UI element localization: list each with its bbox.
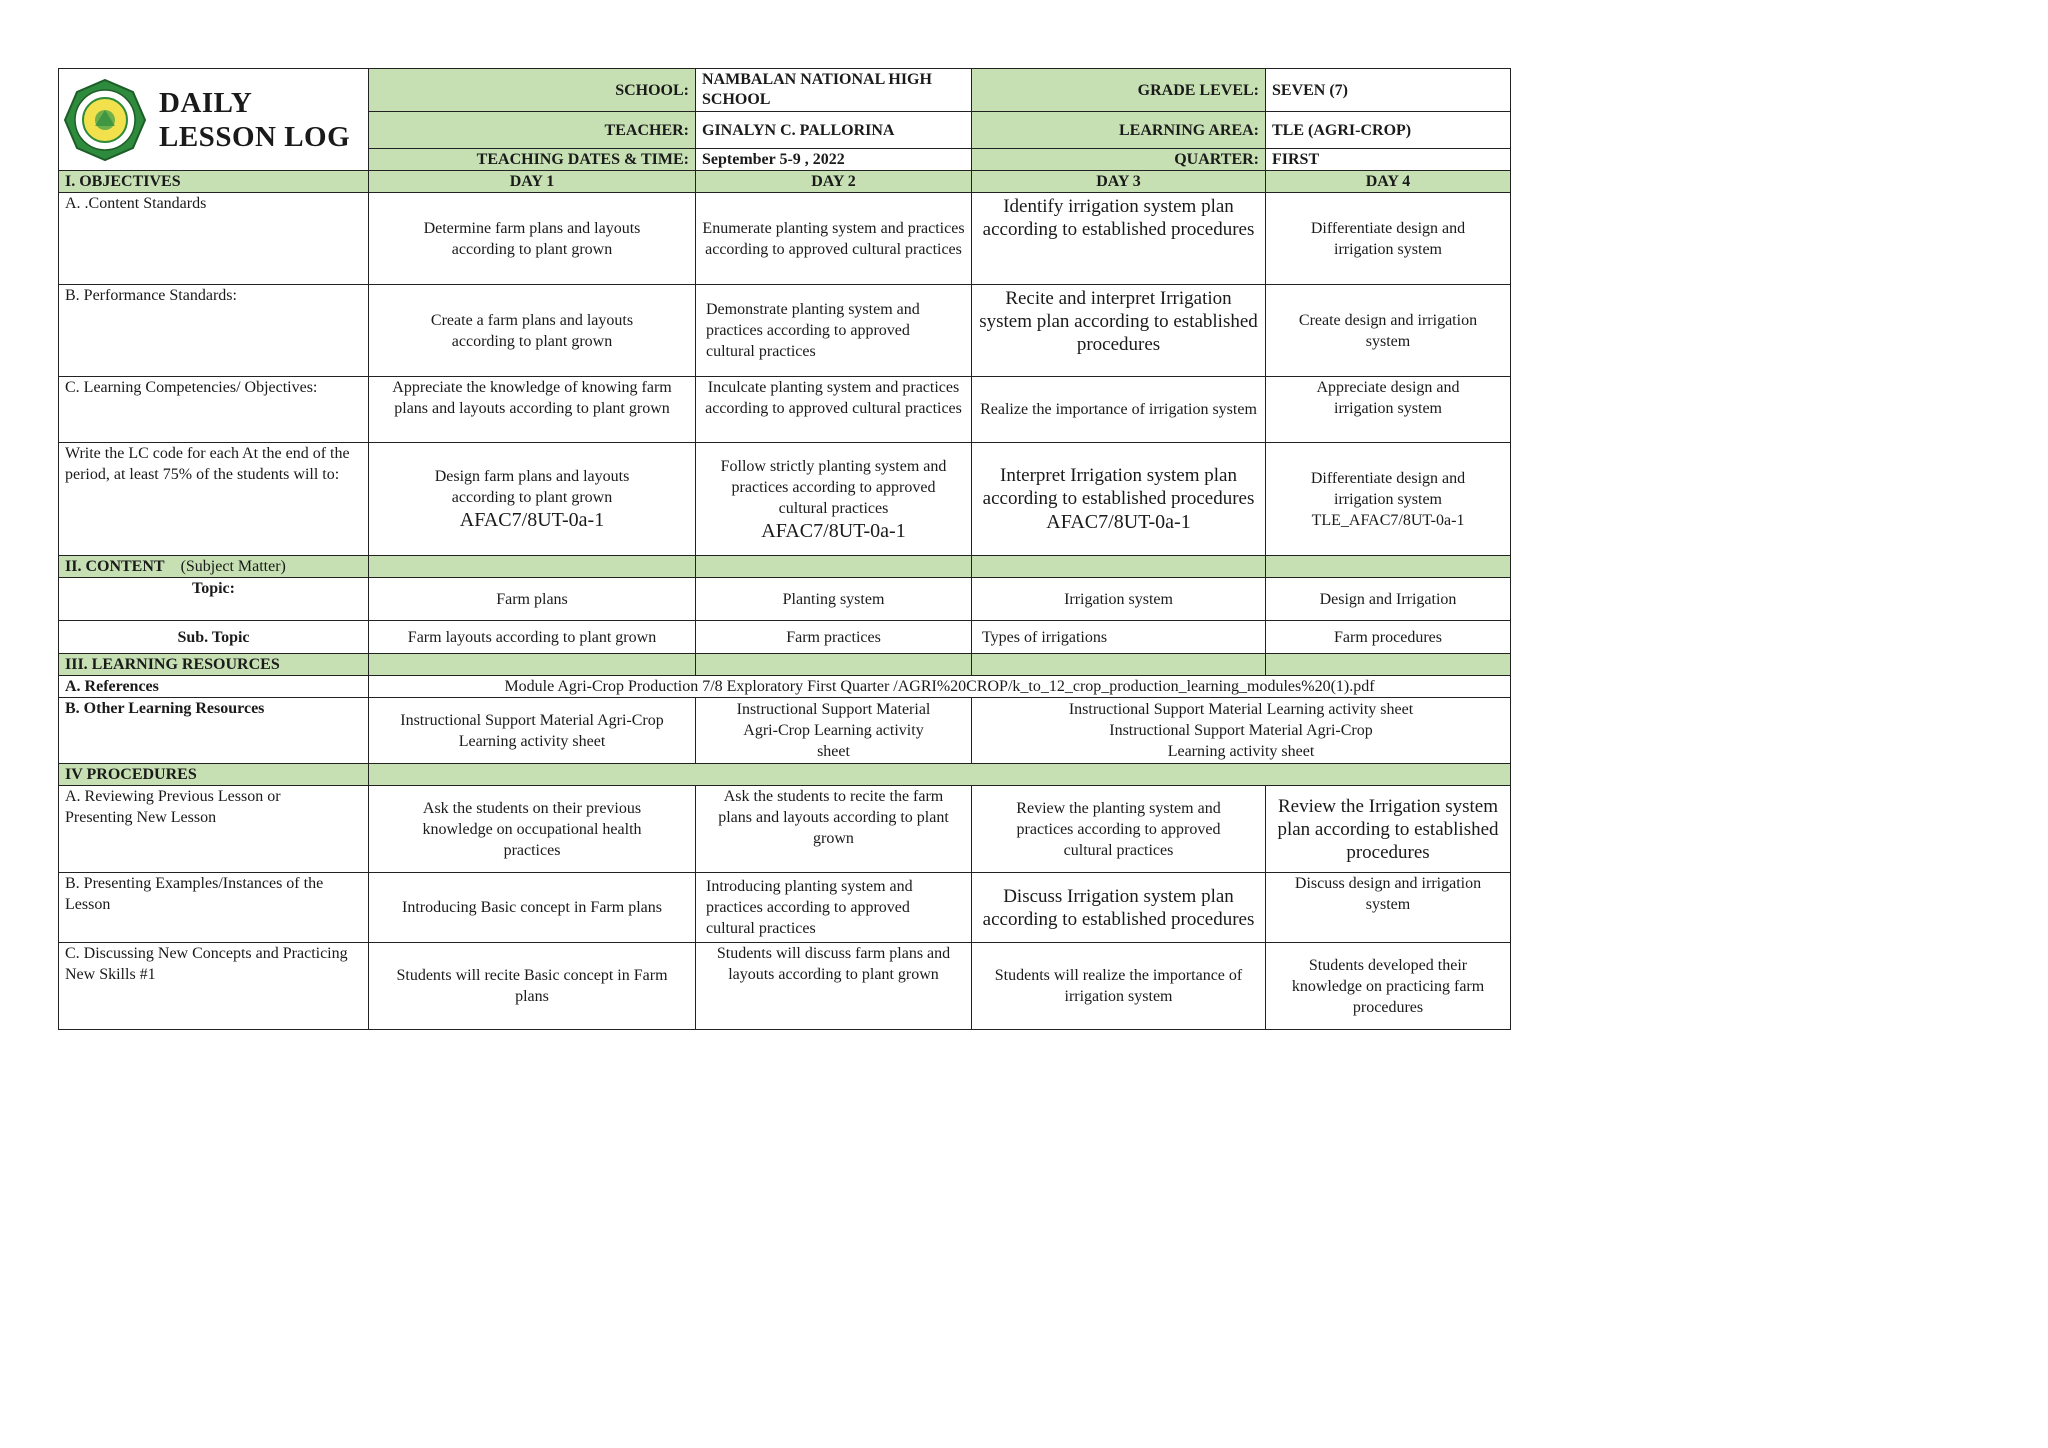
lc-text-day1: Design farm plans and layouts according to plant grown <box>434 468 630 506</box>
lc-code-day1: AFAC7/8UT-0a-1 <box>459 509 605 531</box>
content-heading <box>59 556 369 578</box>
quarter-value: FIRST <box>1266 149 1511 171</box>
teaching-dates-label: TEACHING DATES & TIME: <box>369 149 696 171</box>
content-heading-sub: (Subject Matter) <box>180 558 286 575</box>
learning-area-label: LEARNING AREA: <box>972 112 1266 149</box>
content-standards-label: A. .Content Standards <box>59 193 369 285</box>
resources-heading-blank-4 <box>1266 654 1511 676</box>
discussing-label: C. Discussing New Concepts and Practicing New Skills #1 <box>59 943 369 1030</box>
content-standard-day2: Enumerate planting system and practices according to approved cultural practices <box>696 193 972 285</box>
content-standard-day1: Determine farm plans and layouts according to plant grown <box>369 193 696 285</box>
content-heading-blank-2 <box>696 556 972 578</box>
school-value: NAMBALAN NATIONAL HIGH SCHOOL <box>696 69 972 112</box>
discussing-day3: Students will realize the importance of irrigation system <box>972 943 1266 1030</box>
lc-code-day4: TLE_AFAC7/8UT-0a-1 <box>1311 511 1465 529</box>
learning-competencies-label: C. Learning Competencies/ Objectives: <box>59 377 369 443</box>
day4-header: DAY 4 <box>1266 171 1511 193</box>
reviewing-day2: Ask the students to recite the farm plans and layouts according to plant grown <box>696 786 972 873</box>
day3-header: DAY 3 <box>972 171 1266 193</box>
content-heading-label: II. CONTENT <box>65 558 165 575</box>
procedures-heading-blank <box>369 764 1511 786</box>
resources-heading-blank-2 <box>696 654 972 676</box>
competency-day1: Appreciate the knowledge of knowing farm plans and layouts according to plant grown <box>369 377 696 443</box>
reviewing-day4: Review the Irrigation system plan according to established procedures <box>1266 786 1511 873</box>
procedures-heading: IV PROCEDURES <box>59 764 369 786</box>
performance-standard-day4: Create design and irrigation system <box>1266 285 1511 377</box>
grade-level-value: SEVEN (7) <box>1266 69 1511 112</box>
title-lesson-log: LESSON LOG <box>159 120 351 153</box>
topic-day1: Farm plans <box>369 578 696 621</box>
performance-standard-day3: Recite and interpret Irrigation system plan according to established procedures <box>972 285 1266 377</box>
other-resources-day1: Instructional Support Material Agri-Crop Learning activity sheet <box>369 698 696 764</box>
lc-day3 <box>972 443 1266 556</box>
topic-day4: Design and Irrigation <box>1266 578 1511 621</box>
presenting-day2: Introducing planting system and practices according to approved cultural practices <box>696 873 972 943</box>
lc-text-day3: Interpret Irrigation system plan according to established procedures <box>982 465 1255 509</box>
resources-heading-blank-1 <box>369 654 696 676</box>
other-resources-line3: Learning activity sheet <box>1167 743 1315 760</box>
content-heading-blank-3 <box>972 556 1266 578</box>
reviewing-day1: Ask the students on their previous knowledge on occupational health practices <box>369 786 696 873</box>
subtopic-day3: Types of irrigations <box>972 621 1266 654</box>
lc-day4 <box>1266 443 1511 556</box>
presenting-label: B. Presenting Examples/Instances of the Lesson <box>59 873 369 943</box>
teacher-value: GINALYN C. PALLORINA <box>696 112 972 149</box>
content-standard-day4: Differentiate design and irrigation system <box>1266 193 1511 285</box>
lc-day2 <box>696 443 972 556</box>
lc-text-day2: Follow strictly planting system and practices according to approved cultural practices <box>720 457 947 517</box>
reviewing-label: A. Reviewing Previous Lesson or Presenting New Lesson <box>59 786 369 873</box>
quarter-label: QUARTER: <box>972 149 1266 171</box>
other-resources-line2: Instructional Support Material Agri-Crop <box>1109 722 1373 739</box>
day2-header: DAY 2 <box>696 171 972 193</box>
presenting-day3: Discuss Irrigation system plan according to established procedures <box>972 873 1266 943</box>
references-value: Module Agri-Crop Production 7/8 Exploratory First Quarter /AGRI%20CROP/k_to_12_crop_production_learning_modules%20(1).pdf <box>369 676 1511 698</box>
reviewing-day3: Review the planting system and practices according to approved cultural practices <box>972 786 1266 873</box>
performance-standard-day2: Demonstrate planting system and practices according to approved cultural practices <box>696 285 972 377</box>
lc-code-day2: AFAC7/8UT-0a-1 <box>761 519 906 542</box>
other-resources-label: B. Other Learning Resources <box>59 698 369 764</box>
content-heading-blank-4 <box>1266 556 1511 578</box>
discussing-day4: Students developed their knowledge on practicing farm procedures <box>1266 943 1511 1030</box>
topic-day2: Planting system <box>696 578 972 621</box>
subtopic-day4: Farm procedures <box>1266 621 1511 654</box>
teacher-label: TEACHER: <box>369 112 696 149</box>
lc-code-day3: AFAC7/8UT-0a-1 <box>1046 511 1191 533</box>
discussing-day1: Students will recite Basic concept in Farm plans <box>369 943 696 1030</box>
day1-header: DAY 1 <box>369 171 696 193</box>
competency-day3: Realize the importance of irrigation system <box>972 377 1266 443</box>
learning-area-value: TLE (AGRI-CROP) <box>1266 112 1511 149</box>
school-seal-icon <box>63 78 147 162</box>
content-heading-blank-1 <box>369 556 696 578</box>
presenting-day1: Introducing Basic concept in Farm plans <box>369 873 696 943</box>
other-resources-day3-4 <box>972 698 1511 764</box>
subtopic-day2: Farm practices <box>696 621 972 654</box>
grade-level-label: GRADE LEVEL: <box>972 69 1266 112</box>
header-title-cell <box>59 69 369 171</box>
subtopic-label: Sub. Topic <box>59 621 369 654</box>
other-resources-day2: Instructional Support Material Agri-Crop Learning activity sheet <box>696 698 972 764</box>
objectives-heading: I. OBJECTIVES <box>59 171 369 193</box>
school-label: SCHOOL: <box>369 69 696 112</box>
content-standard-day3: Identify irrigation system plan according to established procedures <box>972 193 1266 285</box>
lc-day1 <box>369 443 696 556</box>
discussing-day2: Students will discuss farm plans and layouts according to plant grown <box>696 943 972 1030</box>
competency-day2: Inculcate planting system and practices according to approved cultural practices <box>696 377 972 443</box>
topic-label: Topic: <box>59 578 369 621</box>
learning-resources-heading: III. LEARNING RESOURCES <box>59 654 369 676</box>
title-daily: DAILY <box>159 86 253 119</box>
lc-text-day4: Differentiate design and irrigation system <box>1310 469 1466 508</box>
performance-standards-label: B. Performance Standards: <box>59 285 369 377</box>
references-label: A. References <box>59 676 369 698</box>
other-resources-line1: Instructional Support Material Learning activity sheet <box>1068 701 1414 718</box>
competency-day4: Appreciate design and irrigation system <box>1266 377 1511 443</box>
performance-standard-day1: Create a farm plans and layouts according to plant grown <box>369 285 696 377</box>
resources-heading-blank-3 <box>972 654 1266 676</box>
presenting-day4: Discuss design and irrigation system <box>1266 873 1511 943</box>
teaching-dates-value: September 5-9 , 2022 <box>696 149 972 171</box>
lc-code-label: Write the LC code for each At the end of the period, at least 75% of the students will to: <box>59 443 369 556</box>
daily-lesson-log-table <box>58 68 1511 1030</box>
subtopic-day1: Farm layouts according to plant grown <box>369 621 696 654</box>
topic-day3: Irrigation system <box>972 578 1266 621</box>
